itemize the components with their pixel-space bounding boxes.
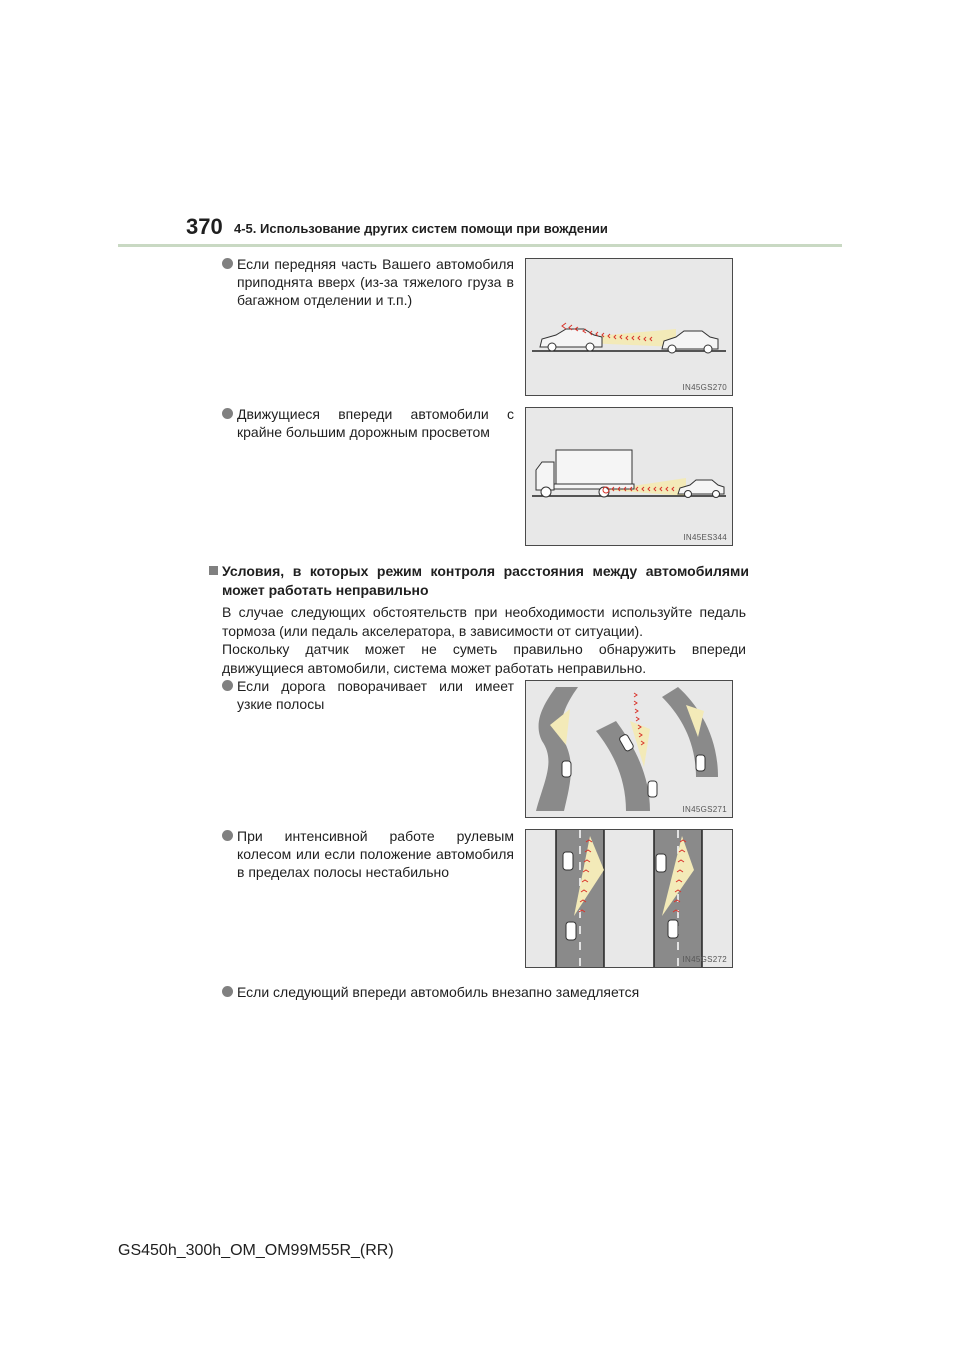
footer-doc-code: GS450h_300h_OM_OM99M55R_(RR)	[118, 1242, 394, 1259]
figure-curves	[525, 680, 733, 818]
bullet-text: Если передняя часть Вашего автомобиля приподнята вверх (из-за тяжелого груза в багажном отделении и т.п.)	[237, 256, 514, 308]
section-title: 4-5. Использование других систем помощи при вождении	[234, 221, 608, 236]
own-car-icon	[540, 329, 602, 351]
figure-raised-front	[525, 258, 733, 396]
bullet-curving-road	[222, 677, 514, 713]
bullet-sudden-braking	[222, 983, 742, 1001]
bullet-text: Если дорога поворачивает или имеет узкие полосы	[237, 678, 514, 712]
figure-illustration	[526, 408, 732, 545]
figure-code: IN45GS271	[682, 805, 727, 814]
figure-code: IN45ES344	[683, 533, 727, 542]
page-number: 370	[186, 214, 223, 239]
section-heading	[209, 562, 749, 600]
header-divider	[118, 244, 842, 247]
heading-square-icon	[209, 566, 218, 575]
figure-truck-clearance	[525, 407, 733, 546]
bullet-steering	[222, 827, 514, 881]
bullet-dot-icon	[222, 258, 233, 269]
bullet-text: Движущиеся впереди автомобили с крайне большим дорожным просветом	[237, 406, 514, 440]
bullet-high-clearance	[222, 405, 514, 441]
paragraph-brake-advice: В случае следующих обстоятельств при необходимости используйте педаль тормоза (или педаль акселератора, в зависимости от ситуации).	[222, 604, 746, 639]
heading-text: Условия, в которых режим контроля расстояния между автомобилями может работать неправильно	[222, 563, 749, 598]
figure-code: IN45GS270	[682, 383, 727, 392]
bullet-text: При интенсивной работе рулевым колесом или если положение автомобиля в пределах полосы нестабильно	[237, 828, 514, 880]
figure-code: IN45GS272	[682, 955, 727, 964]
figure-lane-position	[525, 829, 733, 968]
figure-illustration	[526, 830, 732, 967]
bullet-dot-icon	[222, 680, 233, 691]
bullet-dot-icon	[222, 830, 233, 841]
figure-illustration	[526, 681, 732, 817]
figure-illustration	[526, 259, 732, 395]
bullet-dot-icon	[222, 408, 233, 419]
bullet-dot-icon	[222, 986, 233, 997]
paragraph-sensor-note: Поскольку датчик может не суметь правильно обнаружить впереди движущиеся автомобили, система может работать неправильно.	[222, 641, 746, 676]
bullet-front-raised	[222, 255, 514, 309]
bullet-text: Если следующий впереди автомобиль внезапно замедляется	[237, 984, 640, 1000]
